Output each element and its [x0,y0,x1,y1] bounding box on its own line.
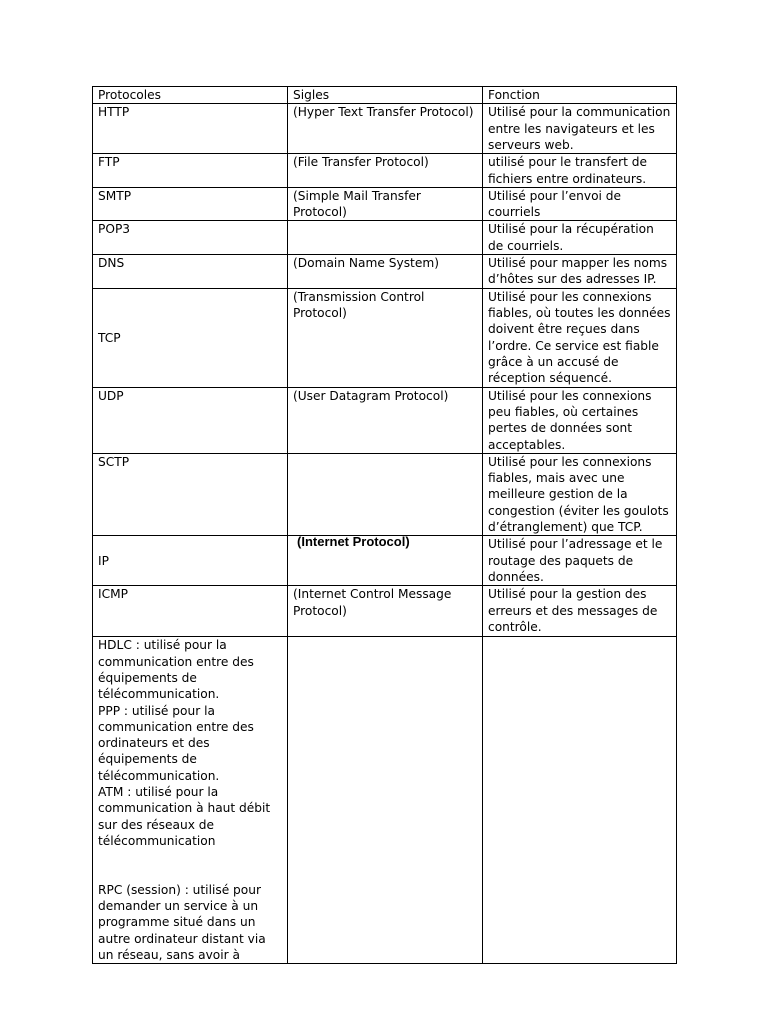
function-cell: Utilisé pour l’envoi de courriels [483,187,677,221]
protocols-table [92,86,677,964]
header-cell: Sigles [288,87,483,104]
sigle-cell: (User Datagram Protocol) [288,387,483,453]
protocol-cell: DNS [93,255,288,289]
table-row [93,187,677,221]
table-row [93,453,677,535]
sigle-cell: (Simple Mail Transfer Protocol) [288,187,483,221]
protocol-cell: SMTP [93,187,288,221]
sigle-cell: (Internet Control Message Protocol) [288,586,483,637]
function-cell: Utilisé pour mapper les noms d’hôtes sur des adresses IP. [483,255,677,289]
table-row [93,154,677,188]
function-cell: Utilisé pour la récupération de courriels. [483,221,677,255]
sigle-cell: (Transmission Control Protocol) [288,288,483,387]
table-header-row [93,87,677,104]
table-row [93,221,677,255]
function-cell: Utilisé pour les connexions peu fiables, où certaines pertes de données sont acceptables. [483,387,677,453]
protocol-cell: ICMP [93,586,288,637]
sigle-cell: (Domain Name System) [288,255,483,289]
protocol-cell: IP [93,536,288,586]
sigle-text-bold: (Internet Protocol) [297,535,410,550]
other-protocols-cell: HDLC : utilisé pour la communication entre des équipements de télécommunication. PPP : utilisé pour la communication entre des ordinateurs et des équipements de télécommunication. ATM : utilisé pour la communication à haut débit sur des réseaux de télécommunication RPC (session) : utilisé pour demander un service à un programme situé dans un autre ordinateur distant via un réseau, sans avoir à [93,637,288,964]
protocol-cell: POP3 [93,221,288,255]
function-cell: utilisé pour le transfert de fichiers entre ordinateurs. [483,154,677,188]
protocol-cell: FTP [93,154,288,188]
protocol-cell: HTTP [93,104,288,154]
table-row [93,104,677,154]
sigle-cell: (Hyper Text Transfer Protocol) [288,104,483,154]
table-row [93,387,677,453]
sigle-cell [288,221,483,255]
table-row [93,586,677,637]
protocol-cell: TCP [93,288,288,387]
empty-cell [288,637,483,964]
function-cell: Utilisé pour la communication entre les navigateurs et les serveurs web. [483,104,677,154]
function-cell: Utilisé pour l’adressage et le routage des paquets de données. [483,536,677,586]
table-row [93,288,677,387]
table-row [93,255,677,289]
function-cell: Utilisé pour les connexions fiables, où toutes les données doivent être reçues dans l’ordre. Ce service est fiable grâce à un accusé de réception séquencé. [483,288,677,387]
table-row [93,637,677,964]
sigle-cell: (File Transfer Protocol) [288,154,483,188]
header-cell: Protocoles [93,87,288,104]
function-cell: Utilisé pour les connexions fiables, mais avec une meilleure gestion de la congestion (éviter les goulots d’étranglement) que TCP. [483,453,677,535]
sigle-cell [288,453,483,535]
protocol-cell: UDP [93,387,288,453]
protocol-cell: SCTP [93,453,288,535]
function-cell: Utilisé pour la gestion des erreurs et des messages de contrôle. [483,586,677,637]
table-row [93,536,677,586]
empty-cell [483,637,677,964]
header-cell: Fonction [483,87,677,104]
sigle-cell [288,536,483,586]
